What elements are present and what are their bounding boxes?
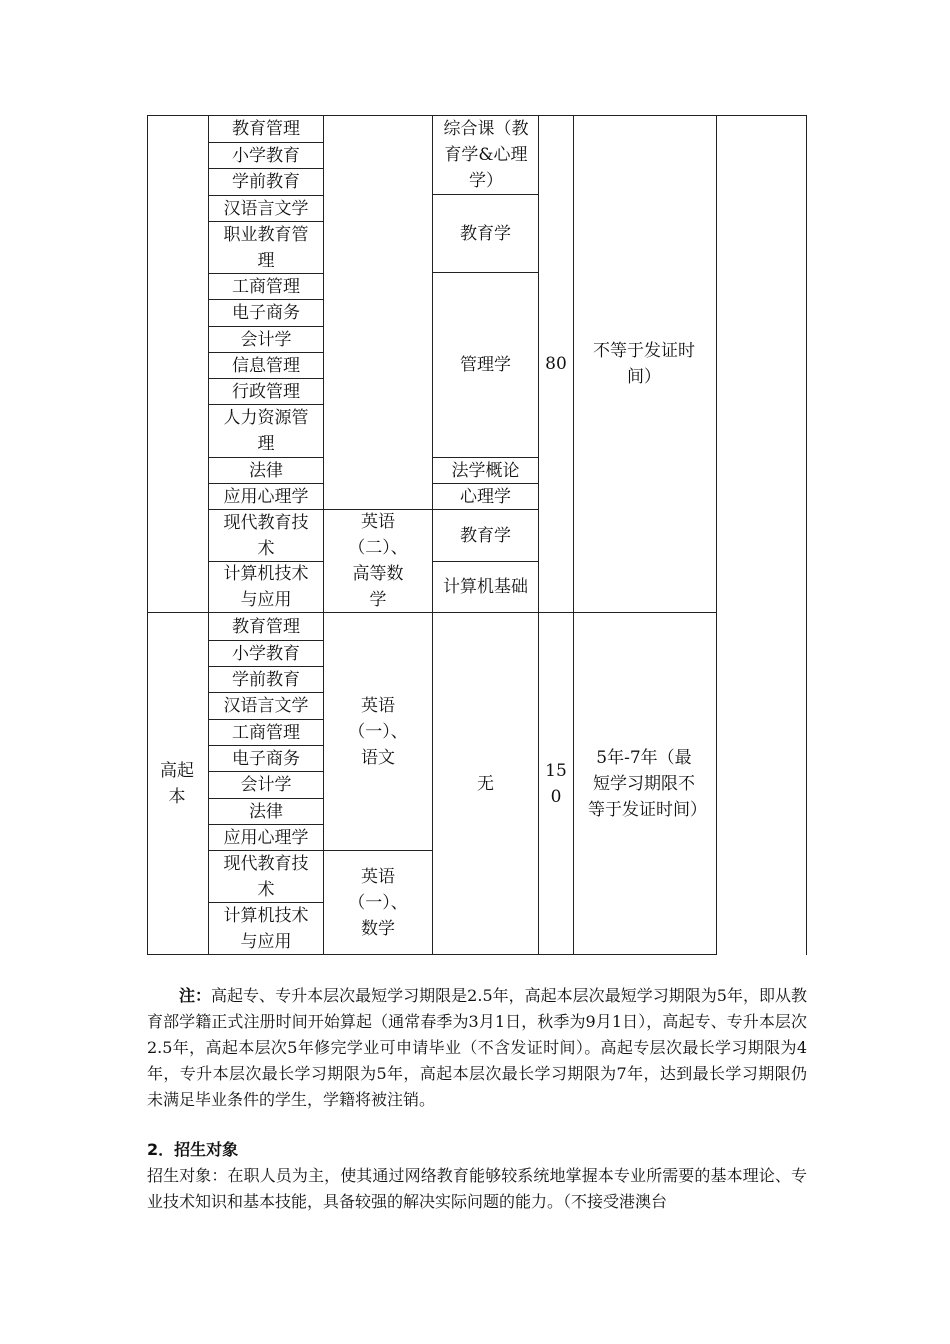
major-cell: 汉语言文学 bbox=[223, 696, 309, 716]
major-cell: 现代教育技术 bbox=[223, 853, 309, 900]
course-cell: 计算机基础 bbox=[443, 577, 528, 597]
credits-cell: 80 bbox=[545, 354, 567, 374]
major-cell: 小学教育 bbox=[232, 643, 300, 664]
course-cell: 管理学 bbox=[460, 355, 511, 375]
note-paragraph bbox=[147, 983, 807, 1113]
major-cell: 人力资源管理 bbox=[223, 408, 309, 454]
note-label: 注： bbox=[179, 986, 212, 1005]
major-cell: 会计学 bbox=[240, 329, 292, 350]
enrollment-paragraph: 招生对象：在职人员为主，使其通过网络教育能够较系统地掌握本专业所需要的基本理论、专业技术知识和基本技能，具备较强的解决实际问题的能力。（不接受港澳台 bbox=[147, 1166, 807, 1211]
major-cell: 会计学 bbox=[240, 775, 292, 795]
major-cell: 工商管理 bbox=[232, 276, 300, 297]
course-cell: 心理学 bbox=[460, 486, 511, 507]
major-cell: 电子商务 bbox=[232, 303, 300, 323]
major-cell: 信息管理 bbox=[232, 355, 300, 376]
exam-subject-cell: 英语（二）、高等数学 bbox=[348, 512, 408, 610]
course-cell: 无 bbox=[477, 773, 494, 794]
level-cell: 高起本 bbox=[160, 760, 194, 807]
section-heading: 2．招生对象 bbox=[147, 1140, 239, 1159]
major-cell: 教育管理 bbox=[232, 119, 300, 139]
major-cell: 工商管理 bbox=[232, 722, 300, 743]
major-cell: 教育管理 bbox=[232, 617, 300, 637]
period-cell: 不等于发证时间） bbox=[593, 341, 695, 387]
note-text: 高起专、专升本层次最短学习期限是2.5年，高起本层次最短学习期限为5年，即从教育部学籍正式注册时间开始算起（通常春季为3月1日，秋季为9月1日），高起专、专升本层次2.5年，高起本层次5年修完学业可申请毕业（不含发证时间）。高起专层次最长学习期限为4年，专升本层次最长学习期限为5年，高起本层次最长学习期限为7年，达到最长学习期限仍未满足毕业条件的学生，学籍将被注销。 bbox=[147, 986, 807, 1109]
period-cell: 5年-7年（最短学习期限不等于发证时间） bbox=[588, 747, 707, 820]
major-cell: 计算机技术与应用 bbox=[223, 564, 309, 610]
course-cell: 法学概论 bbox=[451, 460, 520, 481]
major-cell: 法律 bbox=[249, 460, 283, 481]
course-cell: 教育学 bbox=[460, 525, 511, 546]
course-cell: 教育学 bbox=[460, 223, 511, 244]
major-cell: 小学教育 bbox=[232, 145, 300, 166]
major-cell: 现代教育技术 bbox=[223, 512, 309, 559]
credits-cell: 150 bbox=[545, 760, 567, 807]
major-cell: 电子商务 bbox=[232, 748, 300, 769]
major-cell: 学前教育 bbox=[232, 669, 300, 690]
major-cell: 应用心理学 bbox=[223, 486, 309, 507]
major-cell: 计算机技术与应用 bbox=[223, 905, 309, 952]
exam-subject-cell: 英语（一）、语文 bbox=[348, 695, 408, 768]
major-cell: 行政管理 bbox=[232, 381, 300, 402]
major-cell: 汉语言文学 bbox=[223, 198, 309, 219]
major-cell: 法律 bbox=[249, 801, 283, 822]
course-cell: 综合课（教育学&心理学） bbox=[443, 119, 529, 191]
exam-subject-cell: 英语（一）、数学 bbox=[348, 866, 408, 939]
major-cell: 职业教育管理 bbox=[223, 224, 309, 271]
major-cell: 学前教育 bbox=[232, 172, 300, 192]
major-cell: 应用心理学 bbox=[223, 827, 309, 848]
